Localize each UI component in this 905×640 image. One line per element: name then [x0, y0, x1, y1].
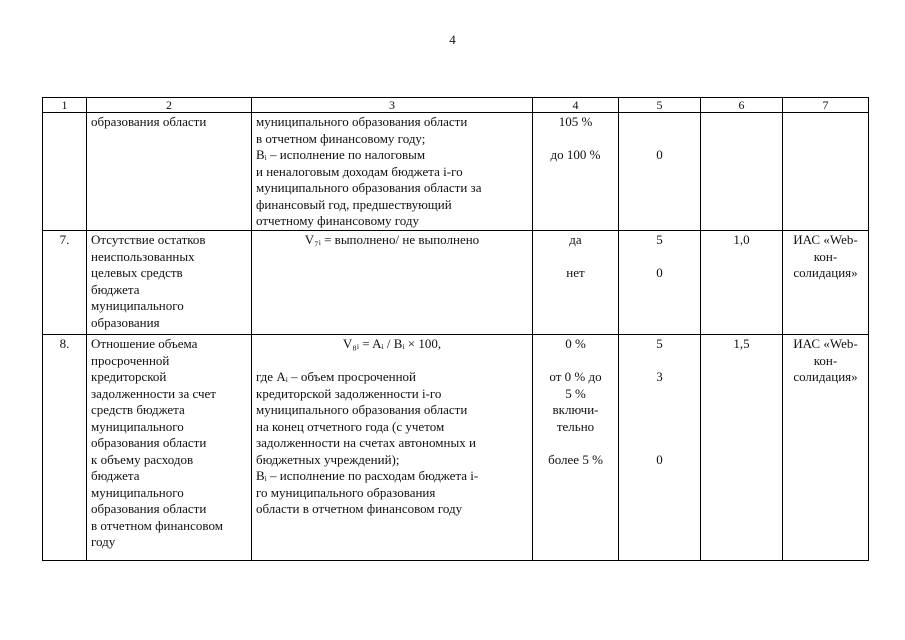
cont-method-line: муниципального образования области [256, 114, 468, 129]
cont-weight-cell [701, 113, 783, 231]
row8-name-line: просроченной [91, 352, 170, 368]
row8-value: тельно [556, 418, 595, 434]
row7-value: да [569, 232, 582, 247]
cont-method-line: финансовый год, предшествующий [256, 196, 452, 212]
row8-method-line: Bᵢ – исполнение по расходам бюджета i- [256, 468, 479, 483]
cont-method-cell [252, 113, 533, 231]
row8-method-line: бюджетных учреждений); [256, 451, 400, 467]
cont-values-cell [533, 113, 619, 231]
table-row-7 [43, 231, 869, 335]
criteria-table [42, 97, 869, 561]
row8-value: более 5 % [548, 451, 603, 467]
table-row-continued [43, 113, 869, 231]
row8-method-line: муниципального образования области [256, 402, 468, 417]
row7-source-line: ИАС «Web- [793, 232, 858, 247]
row8-method-line: где Aᵢ – объем просроченной [256, 369, 416, 384]
row8-name-line: муниципального [91, 418, 184, 434]
row8-source-line: кон- [813, 352, 838, 368]
row8-value: включи- [552, 402, 599, 417]
row7-name-line: бюджета [91, 281, 140, 297]
page-number: 4 [449, 32, 456, 47]
col-header-5: 5 [619, 98, 701, 113]
row8-method-cell [252, 335, 533, 561]
row8-value: от 0 % до [549, 369, 602, 384]
row7-source-line: солидация» [793, 265, 858, 280]
cont-num-cell [43, 113, 87, 231]
row7-name-line: муниципального [91, 298, 184, 313]
row8-name-cell [87, 335, 252, 561]
col-header-2: 2 [87, 98, 252, 113]
row7-method-cell [252, 231, 533, 335]
row8-source-cell [783, 335, 869, 561]
row8-name-line: кредиторской [91, 369, 167, 384]
row8-value: 5 % [565, 385, 586, 401]
row7-source-line: кон- [813, 248, 838, 264]
row8-name-line: образования области [91, 435, 207, 450]
row7-values-cell [533, 231, 619, 335]
row8-score: 0 [656, 451, 663, 467]
col-header-1: 1 [43, 98, 87, 113]
row8-name-line: Отношение объема [91, 336, 198, 351]
row7-value: нет [566, 265, 585, 280]
row7-source-cell [783, 231, 869, 335]
row7-name-line: образования [91, 314, 160, 330]
row8-method-line: задолженности на счетах автономных и [256, 435, 476, 450]
row8-name-line: образования области [91, 501, 207, 516]
row8-name-line: году [91, 534, 116, 549]
row8-num: 8. [43, 335, 87, 561]
cont-method-line: отчетному финансовому году [256, 213, 420, 228]
row8-name-line: задолженности за счет [91, 385, 216, 401]
col-header-6: 6 [701, 98, 783, 113]
col-header-7: 7 [783, 98, 869, 113]
row8-name-line: муниципального [91, 484, 184, 500]
row8-name-line: в отчетном финансовом [91, 517, 223, 533]
cont-source-cell [783, 113, 869, 231]
row8-score: 3 [656, 369, 663, 384]
row7-scores-cell [619, 231, 701, 335]
cont-name-cell [87, 113, 252, 231]
row8-name-line: средств бюджета [91, 402, 185, 417]
row8-formula: V₈ᵢ = Aᵢ / Bᵢ × 100, [342, 336, 442, 351]
cont-name-line: образования области [91, 114, 207, 129]
row7-score: 5 [656, 232, 663, 247]
row8-source-line: ИАС «Web- [793, 336, 858, 351]
row8-score: 5 [656, 336, 663, 351]
cont-value: до 100 % [550, 147, 601, 162]
header-row [43, 98, 869, 113]
row7-num: 7. [43, 231, 87, 335]
row7-score: 0 [656, 265, 663, 280]
row8-source-line: солидация» [793, 369, 858, 384]
cont-value: 105 % [558, 114, 593, 129]
cont-score: 0 [656, 147, 663, 162]
row7-name-cell [87, 231, 252, 335]
col-header-3: 3 [252, 98, 533, 113]
row7-formula: V₇ᵢ = выполнено/ не выполнено [304, 232, 480, 247]
cont-method-line: в отчетном финансовому году; [256, 130, 426, 146]
row8-value: 0 % [565, 336, 586, 351]
row7-name-line: неиспользованных [91, 248, 195, 264]
row7-weight: 1,0 [701, 231, 783, 335]
row8-name-line: бюджета [91, 468, 140, 483]
col-header-4: 4 [533, 98, 619, 113]
row8-name-line: к объему расходов [91, 451, 194, 467]
cont-scores-cell [619, 113, 701, 231]
row8-weight: 1,5 [701, 335, 783, 561]
row8-scores-cell [619, 335, 701, 561]
cont-method-line: Bᵢ – исполнение по налоговым [256, 147, 426, 162]
row8-values-cell [533, 335, 619, 561]
row8-method-line: кредиторской задолженности i-го [256, 385, 442, 401]
row8-method-line: го муниципального образования [256, 484, 436, 500]
row7-name-line: целевых средств [91, 265, 183, 280]
row7-name-line: Отсутствие остатков [91, 232, 206, 247]
row8-method-line: на конец отчетного года (с учетом [256, 418, 445, 434]
row8-method-line: области в отчетном финансовом году [256, 501, 463, 516]
cont-method-line: муниципального образования области за [256, 180, 482, 195]
cont-method-line: и неналоговым доходам бюджета i-го [256, 163, 463, 179]
table-row-8 [43, 335, 869, 561]
